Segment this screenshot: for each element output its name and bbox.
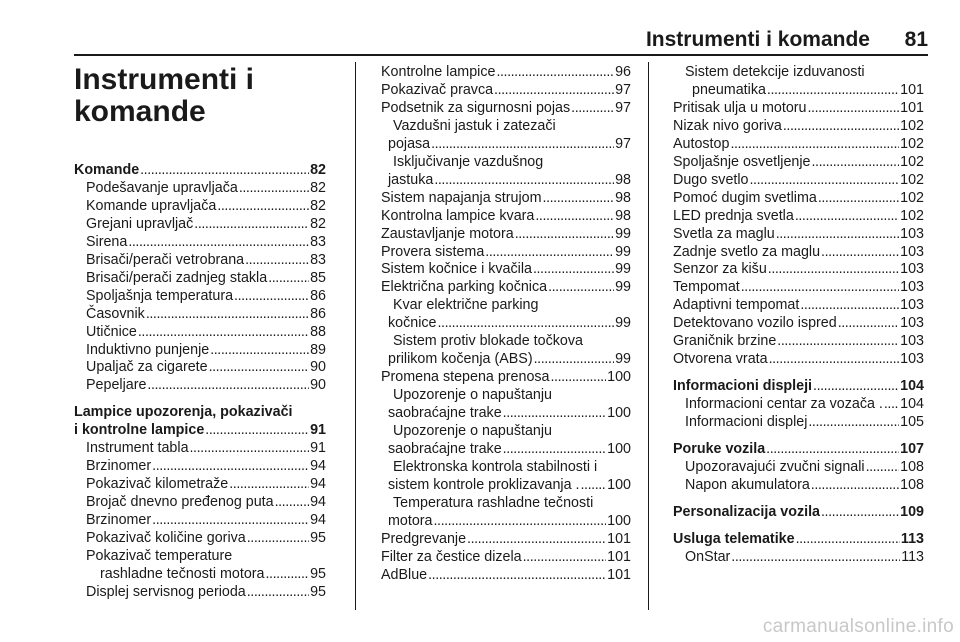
toc-entry[interactable]	[381, 82, 631, 100]
toc-entry-text: Sistem detekcije izduvanosti	[685, 64, 865, 80]
toc-page-number: 91	[310, 422, 326, 439]
toc-page-number: 82	[310, 197, 326, 214]
toc-entry[interactable]	[74, 342, 326, 360]
leader-dots	[275, 494, 310, 512]
toc-entry[interactable]	[381, 567, 631, 585]
toc-entry[interactable]	[673, 315, 924, 333]
toc-entry[interactable]	[74, 306, 326, 324]
toc-page-number: 88	[310, 323, 326, 340]
leader-dots	[534, 351, 614, 369]
leader-dots	[767, 82, 899, 100]
leader-dots	[571, 100, 614, 118]
toc-column-1	[74, 64, 326, 602]
toc-entry[interactable]	[74, 216, 326, 234]
page-header	[74, 26, 928, 56]
leader-dots	[800, 297, 899, 315]
toc-entry-text: AdBlue	[381, 566, 428, 583]
leader-dots	[796, 531, 900, 549]
leader-dots	[768, 261, 899, 279]
leader-dots	[239, 180, 309, 198]
toc-column-2	[381, 64, 631, 585]
toc-entry-text: motora	[388, 512, 433, 529]
toc-page-number: 90	[310, 377, 326, 394]
leader-dots	[731, 549, 900, 567]
leader-dots	[247, 584, 309, 602]
toc-page-number: 108	[900, 459, 924, 476]
toc-page-number: 97	[615, 99, 631, 116]
leader-dots	[194, 216, 309, 234]
toc-entry-text: Provera sistema	[381, 243, 485, 260]
header-title: Instrumenti i komande	[645, 28, 870, 51]
toc-entry[interactable]	[381, 261, 631, 279]
toc-entry[interactable]	[673, 244, 924, 262]
leader-dots	[503, 405, 606, 423]
toc-entry[interactable]	[74, 530, 326, 548]
column-divider	[648, 62, 649, 610]
toc-page-number: 103	[900, 315, 924, 332]
toc-entry[interactable]	[74, 440, 326, 458]
toc-entry-text: Zadnje svetlo za maglu	[673, 243, 821, 260]
toc-entry-text: Graničnik brzine	[673, 333, 777, 350]
toc-entry-text: Sistem kočnice i kvačila	[381, 261, 532, 278]
toc-page-number: 104	[900, 378, 924, 395]
toc-entry-text: Filter za čestice dizela	[381, 548, 522, 565]
toc-entry-text: Isključivanje vazdušnog	[393, 153, 544, 170]
chapter-title: Instrumenti i komande	[74, 63, 255, 128]
toc-entry-text: Upozorenje o napuštanju	[393, 387, 552, 404]
toc-section[interactable]	[673, 441, 924, 459]
toc-entry[interactable]	[381, 315, 631, 333]
leader-dots	[730, 136, 899, 154]
toc-page-number: 100	[607, 441, 631, 458]
leader-dots	[821, 244, 899, 262]
toc-page-number: 97	[615, 81, 631, 98]
toc-page-number: 83	[310, 251, 326, 268]
watermark: carmanualsonline.info	[762, 616, 954, 637]
leader-dots	[812, 154, 900, 172]
toc-entry[interactable]	[673, 154, 924, 172]
toc-entry[interactable]	[381, 136, 631, 154]
toc-entry-text: Grejani upravljač	[86, 215, 194, 232]
leader-dots	[795, 208, 899, 226]
toc-page-number: 94	[310, 458, 326, 475]
leader-dots	[866, 459, 900, 477]
toc-page-number: 94	[310, 476, 326, 493]
leader-dots	[229, 476, 309, 494]
leader-dots	[750, 172, 900, 190]
toc-page-number: 91	[310, 440, 326, 457]
toc-entry-text: Sirena	[86, 233, 128, 250]
toc-entry[interactable]	[673, 172, 924, 190]
leader-dots	[548, 279, 614, 297]
toc-page-number: 95	[310, 565, 326, 582]
toc-entry[interactable]	[381, 531, 631, 549]
leader-dots	[818, 190, 899, 208]
toc-page-number: 103	[900, 351, 924, 368]
toc-entry[interactable]	[673, 459, 924, 477]
toc-entry-text: Komande	[74, 162, 140, 178]
toc-entry[interactable]	[74, 288, 326, 306]
toc-page-number: 103	[900, 279, 924, 296]
toc-entry-text: Sistem protiv blokade točkova	[393, 333, 583, 350]
leader-dots	[428, 567, 606, 585]
toc-page-number: 102	[900, 207, 924, 224]
toc-entry-text: Pomoć dugim svetlima	[673, 189, 817, 206]
toc-entry[interactable]	[74, 512, 326, 530]
toc-entry[interactable]	[74, 180, 326, 198]
toc-entry[interactable]	[74, 324, 326, 342]
toc-page-number: 99	[615, 243, 631, 260]
toc-page-number: 104	[900, 396, 924, 413]
toc-section[interactable]	[74, 422, 326, 440]
toc-entry-text: i kontrolne lampice	[74, 422, 205, 439]
toc-entry-text: Pokazivač količine goriva	[86, 530, 246, 547]
leader-dots	[434, 513, 607, 531]
toc-entry-text: Autostop	[673, 135, 730, 152]
toc-entry[interactable]	[673, 118, 924, 136]
toc-entry-text: sistem kontrole proklizavanja .	[388, 476, 580, 493]
toc-entry[interactable]	[673, 279, 924, 297]
toc-page-number: 97	[615, 135, 631, 152]
toc-entry[interactable]	[381, 190, 631, 208]
toc-page-number: 103	[900, 225, 924, 242]
toc-entry-text: Usluga telematike	[673, 530, 795, 547]
leader-dots	[811, 477, 899, 495]
toc-entry[interactable]	[381, 405, 631, 423]
toc-entry[interactable]	[381, 549, 631, 567]
toc-page-number: 102	[900, 189, 924, 206]
leader-dots	[821, 504, 899, 522]
toc-entry-text: Električna parking kočnica	[381, 279, 548, 296]
toc-entry-text: saobraćajne trake	[388, 405, 502, 422]
toc-entry[interactable]	[381, 513, 631, 531]
toc-entry-text: Sistem napajanja strujom	[381, 189, 542, 206]
leader-dots	[437, 315, 614, 333]
toc-entry-text: Vazdušni jastuk i zatezači	[393, 117, 556, 134]
toc-entry-text: Pritisak ulja u motoru	[673, 99, 807, 116]
leader-dots	[741, 279, 899, 297]
toc-page-number: 95	[310, 583, 326, 600]
leader-dots	[838, 315, 899, 333]
toc-entry-text: Svetla za maglu	[673, 225, 775, 242]
toc-entry-text: Upozoravajući zvučni signali	[685, 459, 865, 476]
leader-dots	[210, 342, 309, 360]
toc-entry-text: Napon akumulatora	[685, 476, 810, 493]
toc-entry-text: Kontrolne lampice	[381, 64, 496, 80]
leader-dots	[503, 441, 606, 459]
leader-dots	[247, 530, 309, 548]
toc-page-number: 82	[310, 215, 326, 232]
toc-page-number: 101	[900, 99, 924, 116]
toc-entry-text: pojasa	[388, 135, 431, 152]
toc-entry-text: Elektronska kontrola stabilnosti i	[393, 458, 598, 475]
toc-entry-text: Podešavanje upravljača	[86, 179, 238, 196]
toc-page-number: 102	[900, 117, 924, 134]
leader-dots	[128, 234, 309, 252]
leader-dots	[533, 261, 614, 279]
toc-page-number: 86	[310, 305, 326, 322]
leader-dots	[766, 441, 899, 459]
toc-page-number: 107	[900, 441, 924, 458]
leader-dots	[140, 162, 309, 180]
toc-entry[interactable]	[381, 172, 631, 190]
toc-page-number: 102	[900, 153, 924, 170]
leader-dots	[523, 549, 607, 567]
toc-entry-text: Brzinomer	[86, 458, 152, 475]
toc-entry-text: Senzor za kišu	[673, 261, 767, 278]
toc-page-number: 99	[615, 351, 631, 368]
toc-entry-text: Zaustavljanje motora	[381, 225, 514, 242]
toc-entry-text: jastuka	[388, 171, 434, 188]
leader-dots	[543, 190, 615, 208]
toc-entry-text: Informacioni displeji	[673, 378, 813, 395]
toc-entry[interactable]	[673, 297, 924, 315]
toc-entry[interactable]	[74, 476, 326, 494]
toc-entry-text: Komande upravljača	[86, 197, 217, 214]
toc-entry[interactable]	[74, 359, 326, 377]
toc-page-number: 100	[607, 369, 631, 386]
leader-dots	[205, 422, 309, 440]
toc-entry-text: Utičnice	[86, 323, 137, 340]
leader-dots	[190, 440, 310, 458]
toc-page-number: 113	[901, 548, 924, 565]
toc-page-number: 90	[310, 359, 326, 376]
toc-entry[interactable]	[74, 458, 326, 476]
toc-entry-text: Časovnik	[86, 305, 145, 322]
toc-entry[interactable]	[74, 234, 326, 252]
toc-entry-text: OnStar	[685, 548, 731, 565]
leader-dots	[268, 270, 309, 288]
leader-dots	[152, 458, 309, 476]
leader-dots	[581, 477, 607, 495]
toc-entry-text: Spoljašnja temperatura	[86, 287, 234, 304]
toc-entry[interactable]	[381, 208, 631, 226]
toc-entry-text: Displej servisnog perioda	[86, 583, 246, 600]
toc-entry-text: Brojač dnevno pređenog puta	[86, 494, 274, 511]
toc-page-number: 99	[615, 279, 631, 296]
toc-entry[interactable]	[673, 190, 924, 208]
toc-page-number: 94	[310, 512, 326, 529]
toc-page-number: 100	[607, 405, 631, 422]
toc-entry[interactable]	[673, 396, 924, 414]
toc-page-number: 95	[310, 530, 326, 547]
toc-entry[interactable]	[381, 351, 631, 369]
toc-entry-text: Pokazivač pravca	[381, 81, 494, 98]
leader-dots	[245, 252, 309, 270]
toc-entry-text: Brzinomer	[86, 512, 152, 529]
toc-section[interactable]	[74, 162, 326, 180]
toc-page-number: 82	[310, 162, 326, 178]
leader-dots	[485, 244, 614, 262]
toc-entry[interactable]	[381, 441, 631, 459]
toc-column-3	[673, 64, 924, 567]
toc-page-number: 82	[310, 179, 326, 196]
toc-entry[interactable]	[74, 252, 326, 270]
toc-page-number: 99	[615, 225, 631, 242]
leader-dots	[551, 369, 607, 387]
leader-dots	[147, 377, 309, 395]
toc-page-number: 83	[310, 233, 326, 250]
page-number: 81	[904, 28, 928, 51]
toc-entry[interactable]	[381, 226, 631, 244]
toc-page-number: 100	[607, 476, 631, 493]
toc-entry-text: Detektovano vozilo ispred	[673, 315, 837, 332]
toc-page-number: 103	[900, 333, 924, 350]
toc-section[interactable]	[673, 378, 924, 396]
toc-entry[interactable]	[381, 477, 631, 495]
toc-page-number: 103	[900, 243, 924, 260]
toc-entry[interactable]	[381, 100, 631, 118]
toc-page-number: 113	[900, 530, 924, 547]
toc-entry[interactable]	[74, 377, 326, 395]
toc-entry-text: Promena stepena prenosa	[381, 369, 550, 386]
toc-entry-text: Upaljač za cigarete	[86, 359, 208, 376]
toc-entry[interactable]	[673, 414, 924, 432]
toc-entry-text: Informacioni centar za vozača .	[685, 396, 883, 413]
toc-entry[interactable]	[74, 494, 326, 512]
leader-dots	[431, 136, 614, 154]
toc-entry-text: Adaptivni tempomat	[673, 297, 800, 314]
leader-dots	[217, 198, 309, 216]
toc-entry-text: Nizak nivo goriva	[673, 117, 782, 134]
toc-entry[interactable]	[74, 566, 326, 584]
toc-page-number: 108	[900, 476, 924, 493]
toc-page-number: 86	[310, 287, 326, 304]
toc-entry-text: Upozorenje o napuštanju	[393, 423, 552, 440]
toc-entry-text: Kontrolna lampice kvara	[381, 207, 535, 224]
leader-dots	[467, 531, 606, 549]
toc-entry-text: LED prednja svetla	[673, 207, 794, 224]
toc-entry-text: Tempomat	[673, 279, 740, 296]
leader-dots	[209, 359, 310, 377]
toc-entry[interactable]	[673, 82, 924, 100]
toc-entry[interactable]	[381, 64, 631, 82]
toc-entry-text: pneumatika	[692, 81, 766, 98]
toc-entry-text: Spoljašnje osvetljenje	[673, 153, 811, 170]
toc-entry-text: Temperatura rashladne tečnosti	[393, 494, 594, 511]
toc-entry[interactable]	[673, 100, 924, 118]
toc-page-number: 101	[900, 81, 924, 98]
toc-page-number: 89	[310, 341, 326, 358]
toc-entry[interactable]	[381, 244, 631, 262]
toc-entry-text: Pokazivač kilometraže	[86, 476, 229, 493]
toc-entry[interactable]	[673, 477, 924, 495]
toc-entry-text: Instrument tabla	[86, 440, 189, 457]
toc-page-number: 99	[615, 315, 631, 332]
leader-dots	[234, 288, 309, 306]
leader-dots	[434, 172, 614, 190]
toc-entry[interactable]	[673, 333, 924, 351]
toc-page-number: 101	[607, 530, 631, 547]
leader-dots	[496, 64, 614, 82]
toc-entry-text: Brisači/perači zadnjeg stakla	[86, 269, 268, 286]
toc-entry[interactable]	[673, 136, 924, 154]
leader-dots	[808, 100, 900, 118]
toc-page-number: 101	[607, 566, 631, 583]
toc-entry-text: Pokazivač temperature	[86, 548, 233, 565]
toc-page-number: 94	[310, 494, 326, 511]
toc-entry-text: Induktivno punjenje	[86, 341, 210, 358]
toc-entry-text: Poruke vozila	[673, 441, 766, 458]
toc-entry[interactable]	[673, 208, 924, 226]
toc-entry-text: Personalizacija vozila	[673, 503, 821, 520]
leader-dots	[777, 333, 899, 351]
toc-page-number: 109	[900, 503, 924, 520]
toc-page-number: 98	[615, 171, 631, 188]
toc-section[interactable]	[673, 504, 924, 522]
toc-entry[interactable]	[673, 351, 924, 369]
toc-entry[interactable]	[673, 549, 924, 567]
toc-entry-text: Dugo svetlo	[673, 171, 749, 188]
toc-page-number: 96	[615, 64, 631, 80]
leader-dots	[146, 306, 309, 324]
leader-dots	[152, 512, 309, 530]
toc-entry-text: saobraćajne trake	[388, 441, 502, 458]
toc-section[interactable]	[673, 531, 924, 549]
toc-entry-text: Pepeljare	[86, 377, 147, 394]
toc-entry-text: Podsetnik za sigurnosni pojas	[381, 99, 571, 116]
toc-entry-text: Informacioni displej	[685, 414, 808, 431]
toc-entry[interactable]	[381, 369, 631, 387]
leader-dots	[515, 226, 614, 244]
toc-page-number: 103	[900, 297, 924, 314]
toc-entry-text: rashladne tečnosti motora	[100, 565, 265, 582]
leader-dots	[769, 351, 900, 369]
toc-section-heading: Lampice upozorenja, pokazivači	[74, 404, 293, 421]
toc-entry[interactable]	[74, 198, 326, 216]
leader-dots	[494, 82, 614, 100]
toc-entry[interactable]	[381, 279, 631, 297]
toc-page-number: 101	[607, 548, 631, 565]
toc-entry[interactable]	[673, 261, 924, 279]
toc-entry-text: prilikom kočenja (ABS)	[388, 351, 533, 368]
toc-page-number: 102	[900, 135, 924, 152]
toc-page-number: 98	[615, 207, 631, 224]
leader-dots	[535, 208, 614, 226]
toc-page-number: 98	[615, 189, 631, 206]
toc-page-number: 100	[607, 512, 631, 529]
leader-dots	[884, 396, 899, 414]
toc-page-number: 105	[900, 414, 924, 431]
toc-entry[interactable]	[74, 584, 326, 602]
toc-entry-text: Otvorena vrata	[673, 351, 768, 368]
toc-entry[interactable]	[74, 270, 326, 288]
toc-entry-text: Kvar električne parking	[393, 297, 539, 314]
toc-entry[interactable]	[673, 226, 924, 244]
toc-entry-text: kočnice	[388, 315, 437, 332]
toc-entry-text: Brisači/perači vetrobrana	[86, 251, 245, 268]
leader-dots	[808, 414, 899, 432]
leader-dots	[776, 226, 899, 244]
leader-dots	[813, 378, 899, 396]
toc-page-number: 85	[310, 269, 326, 286]
leader-dots	[266, 566, 310, 584]
leader-dots	[783, 118, 899, 136]
toc-page-number: 102	[900, 171, 924, 188]
toc-page-number: 103	[900, 261, 924, 278]
column-divider	[355, 62, 356, 610]
toc-entry-text: Predgrevanje	[381, 530, 467, 547]
leader-dots	[138, 324, 309, 342]
toc-page-number: 99	[615, 261, 631, 278]
